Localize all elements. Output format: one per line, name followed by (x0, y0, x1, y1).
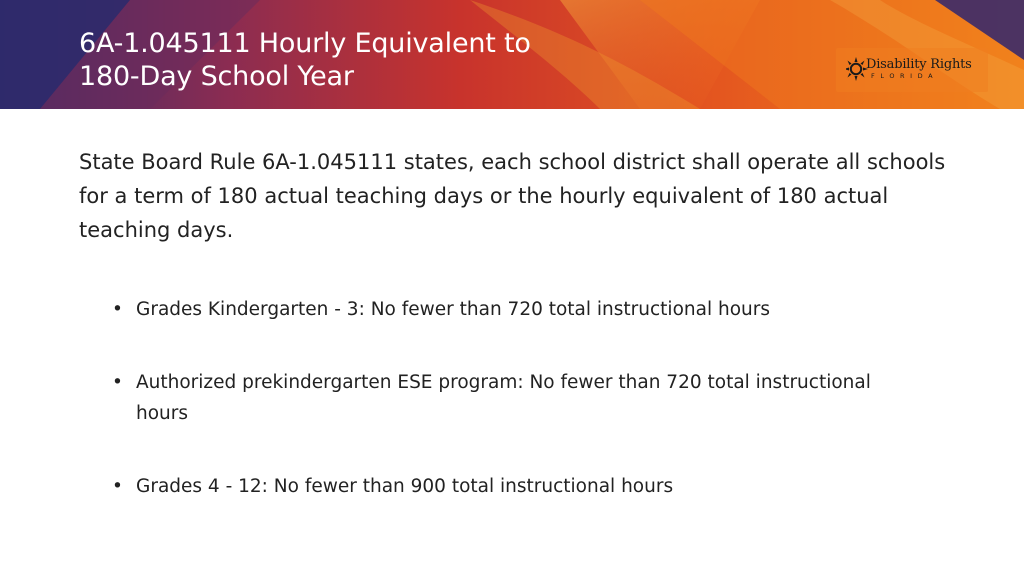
bullet-text: Authorized prekindergarten ESE program: No fewer than 720 total instructional hours (136, 372, 871, 424)
bullet-item (112, 294, 912, 325)
slide-title (79, 27, 531, 93)
bullet-text: Grades Kindergarten - 3: No fewer than 720 total instructional hours (136, 299, 770, 320)
bullet-item (112, 471, 912, 502)
logo-sunburst-icon (846, 54, 868, 82)
bullet-list (112, 294, 912, 502)
logo-name: Disability Rights (866, 57, 972, 72)
slide-title-line-1: 6A-1.045111 Hourly Equivalent to (79, 28, 531, 59)
bullet-icon: • (112, 372, 123, 393)
intro-paragraph: State Board Rule 6A-1.045111 states, each school district shall operate all schools for a term of 180 actual teaching days or the hourly equivalent of 180 actual teaching days. (79, 150, 946, 242)
slide-title-line-2: 180-Day School Year (79, 61, 354, 92)
bullet-text: Grades 4 - 12: No fewer than 900 total instructional hours (136, 476, 674, 497)
logo-subtitle: FLORIDA (871, 72, 939, 80)
bullet-icon: • (112, 299, 123, 320)
bullet-icon: • (112, 476, 123, 497)
bullet-item (112, 367, 912, 429)
disability-rights-florida-logo (846, 54, 982, 86)
header-banner (0, 0, 1024, 109)
